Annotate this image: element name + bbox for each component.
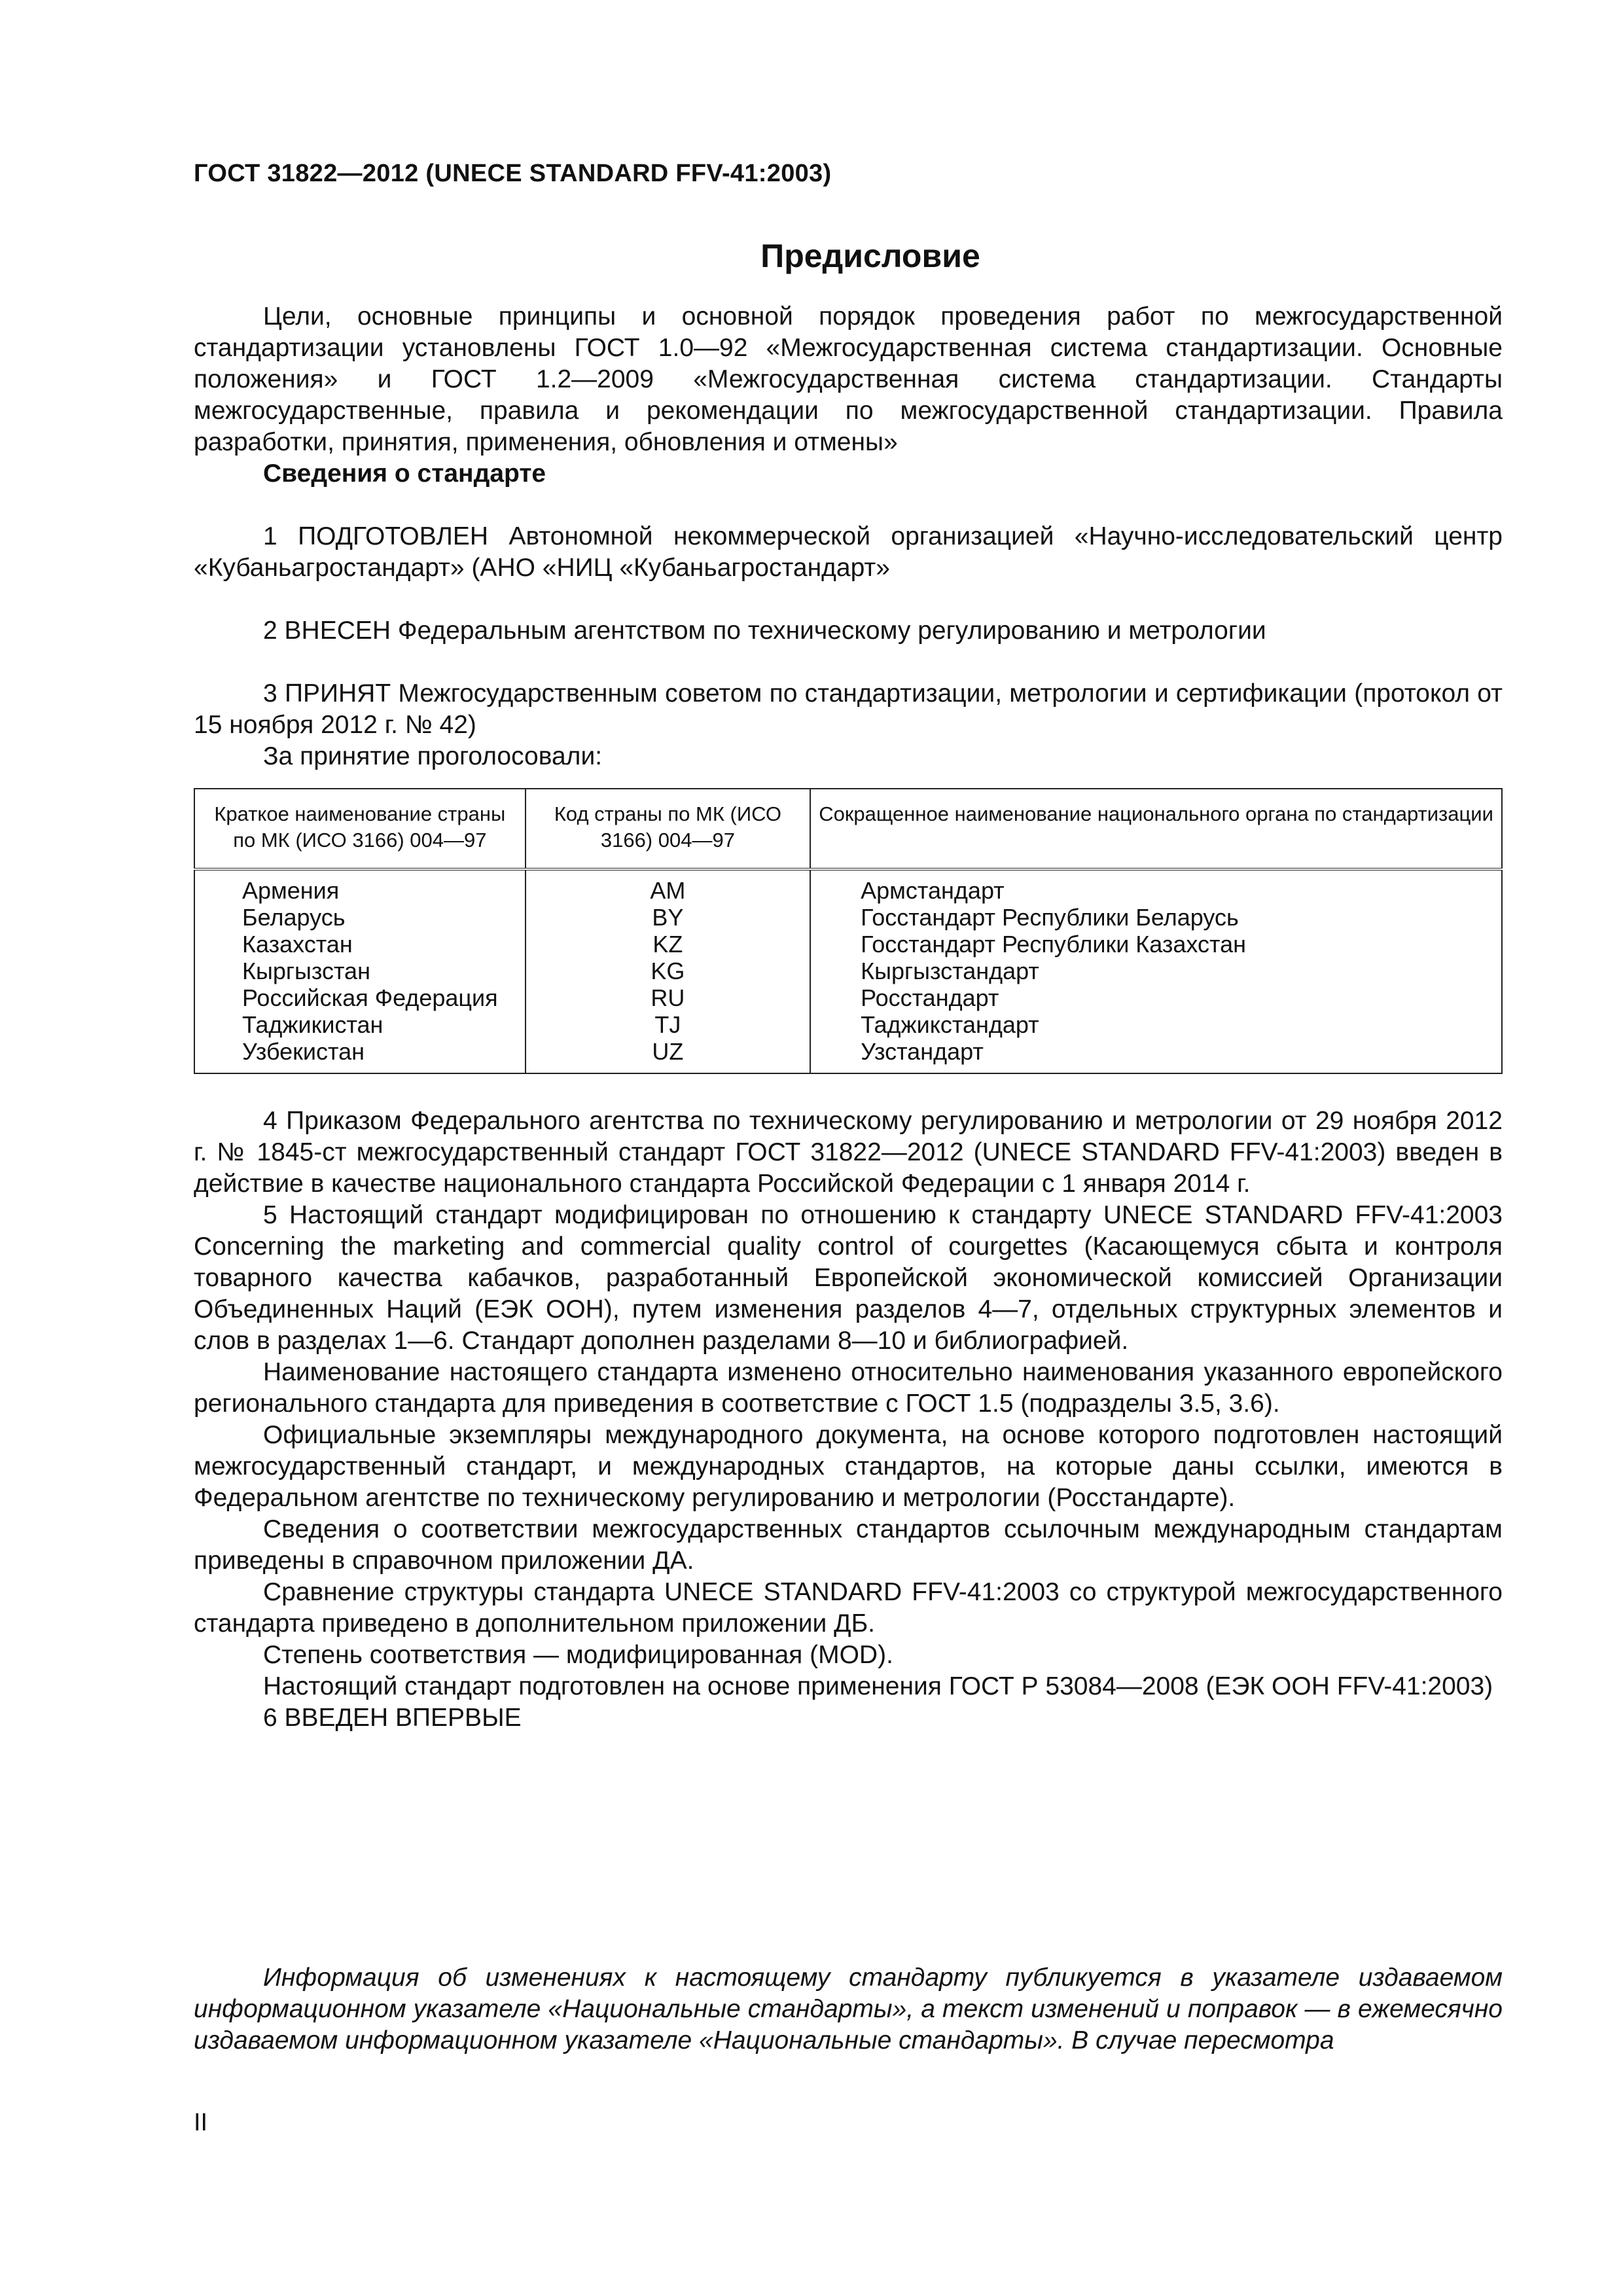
table-row [194,869,1502,904]
code-cell: UZ [526,1038,810,1073]
code-cell: RU [526,984,810,1011]
item-5-paragraph: Настоящий стандарт подготовлен на основе применения ГОСТ Р 53084—2008 (ЕЭК ООН FFV-41:2003) [263,1672,1493,1700]
code-cell: KZ [526,931,810,958]
table-row [194,1011,1502,1038]
item-5-paragraph: 5 Настоящий стандарт модифицирован по отношению к стандарту UNECE STANDARD FFV-41:2003 Concerning the marketing and commercial quality control of courgettes (Касающемуся сбыта и контроля товарного качества кабачков, разработанный Европейской экономической комиссией Организации Объединенных Наций (ЕЭК ООН), путем изменения разделов 4—7, отдельных структурных элементов и слов в разделах 1—6. Стандарт дополнен разделами 8—10 и библиографией. [194,1201,1503,1355]
organization-cell: Росстандарт [810,984,1502,1011]
country-cell: Армения [194,869,526,904]
table-row [194,984,1502,1011]
document-header: ГОСТ 31822—2012 (UNECE STANDARD FFV-41:2003) [194,160,832,187]
organization-cell: Армстандарт [810,869,1502,904]
country-cell: Российская Федерация [194,984,526,1011]
italic-note: Информация об изменениях к настоящему стандарту публикуется в указателе издаваемом информационном указателе «Национальные стандарты», а текст изменений и поправок — в ежемесячно издаваемом информационном указателе «Национальные стандарты». В случае пересмотра [194,1964,1503,2054]
item-5-paragraph: Сведения о соответствии межгосударственных стандартов ссылочным международным стандартам приведены в справочном приложении ДА. [194,1515,1503,1575]
organization-cell: Таджикстандарт [810,1011,1502,1038]
item-5-paragraph: Наименование настоящего стандарта изменено относительно наименования указанного европейского регионального стандарта для приведения в соответствие с ГОСТ 1.5 (подразделы 3.5, 3.6). [194,1358,1503,1418]
item-6: 6 ВВЕДЕН ВПЕРВЫЕ [263,1704,522,1732]
table-header-row [194,789,1502,869]
intro-paragraph: Цели, основные принципы и основной порядок проведения работ по межгосударственной стандартизации установлены ГОСТ 1.0—92 «Межгосударственная система стандартизации. Основные положения» и ГОСТ 1.2—2009 «Межгосударственная система стандартизации. Стандарты межгосударственные, правила и рекомендации по межгосударственной стандартизации. Правила разработки, принятия, применения, обновления и отмены» [194,302,1503,456]
title-text: Предисловие [760,238,980,274]
table-row [194,1038,1502,1073]
header-organization: Сокращенное наименование национального органа по стандартизации [810,789,1502,869]
code-cell: BY [526,904,810,931]
section-heading: Сведения о стандарте [263,459,546,488]
organization-cell: Госстандарт Республики Беларусь [810,904,1502,931]
code-cell: TJ [526,1011,810,1038]
vote-intro: За принятие проголосовали: [263,742,603,770]
item-3: 3 ПРИНЯТ Межгосударственным советом по стандартизации, метрологии и сертификации (протокол от 15 ноября 2012 г. № 42) [194,679,1503,739]
country-cell: Казахстан [194,931,526,958]
item-4: 4 Приказом Федерального агентства по техническому регулированию и метрологии от 29 ноября 2012 г. № 1845-ст межгосударственный стандарт ГОСТ 31822—2012 (UNECE STANDARD FFV-41:2003) введен в действие в качестве национального стандарта Российской Федерации с 1 января 2014 г. [194,1107,1503,1198]
page-number: II [194,2109,208,2136]
country-cell: Кыргызстан [194,958,526,984]
country-cell: Таджикистан [194,1011,526,1038]
header-country: Краткое наименование страны по МК (ИСО 3166) 004—97 [194,789,526,869]
organization-cell: Госстандарт Республики Казахстан [810,931,1502,958]
table-row [194,958,1502,984]
code-cell: KG [526,958,810,984]
item-1: 1 ПОДГОТОВЛЕН Автономной некоммерческой организацией «Научно-исследовательский центр «Кубаньагростандарт» (АНО «НИЦ «Кубаньагростандарт» [194,522,1503,582]
country-cell: Узбекистан [194,1038,526,1073]
document-body [194,301,1503,1734]
item-5-paragraph: Сравнение структуры стандарта UNECE STANDARD FFV-41:2003 со структурой межгосударственного стандарта приведено в дополнительном приложении ДБ. [194,1578,1503,1638]
organization-cell: Кыргызстандарт [810,958,1502,984]
code-cell: AM [526,869,810,904]
table-row [194,904,1502,931]
country-cell: Беларусь [194,904,526,931]
item-5-paragraph: Официальные экземпляры международного документа, на основе которого подготовлен настоящий межгосударственный стандарт, и международных стандартов, на которые даны ссылки, имеются в Федеральном агентстве по техническому регулированию и метрологии (Росстандарте). [194,1421,1503,1512]
organization-cell: Узстандарт [810,1038,1502,1073]
item-5-paragraph: Степень соответствия — модифицированная (MOD). [263,1641,893,1669]
header-code: Код страны по МК (ИСО 3166) 004—97 [526,789,810,869]
voting-table [194,788,1503,1074]
item-2: 2 ВНЕСЕН Федеральным агентством по техническому регулированию и метрологии [263,617,1266,645]
table-row [194,931,1502,958]
page-title [0,237,1623,275]
